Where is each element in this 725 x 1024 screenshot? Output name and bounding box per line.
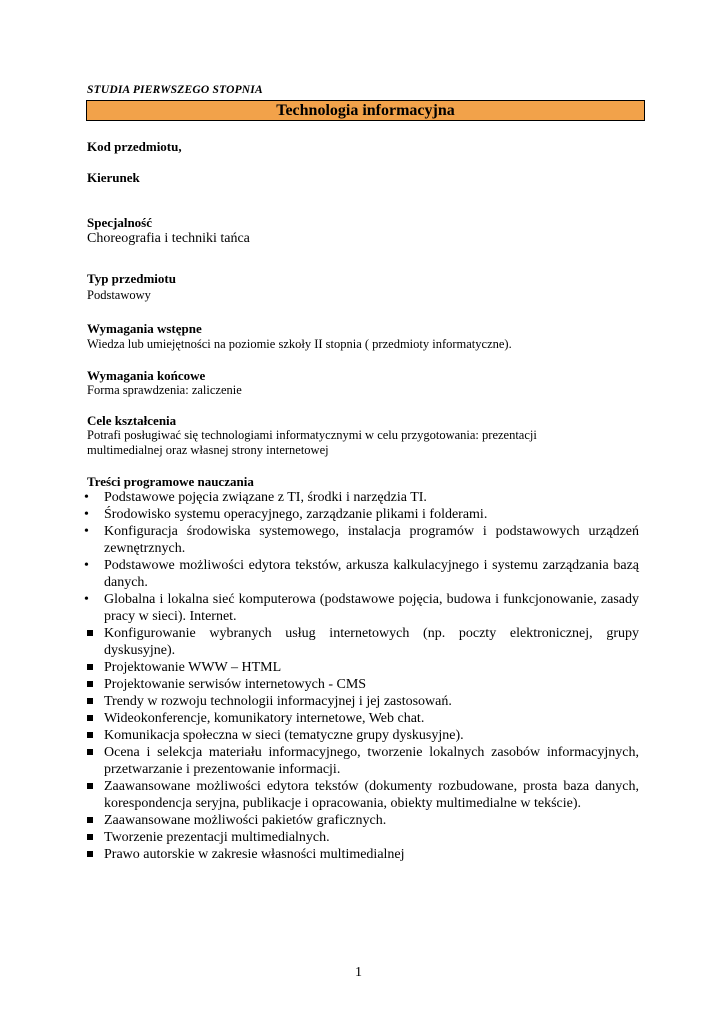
kod-label: Kod przedmiotu, [87, 139, 182, 154]
list-item [80, 676, 639, 693]
list-item-text: Konfiguracja środowiska systemowego, instalacja programów i podstawowych urządzeń zewnętrznych. [104, 524, 639, 556]
list-item-text: Podstawowe możliwości edytora tekstów, arkusza kalkulacyjnego i systemu zarządzania bazą danych. [104, 558, 639, 590]
typ-value: Podstawowy [87, 288, 151, 302]
wymagania-wstepne-label: Wymagania wstępne [87, 321, 202, 336]
dot-bullet-icon: • [84, 592, 89, 607]
list-item [80, 846, 639, 863]
list-item-text: Trendy w rozwoju technologii informacyjnej i jej zastosowań. [104, 694, 452, 709]
list-item [80, 693, 639, 710]
list-item-text: Zaawansowane możliwości pakietów graficznych. [104, 813, 387, 828]
list-item-text: Konfigurowanie wybranych usług internetowych (np. poczty elektronicznej, grupy dyskusyjne). [104, 626, 639, 658]
dot-bullet-icon: • [84, 507, 89, 522]
wymagania-koncowe-label: Wymagania końcowe [87, 368, 206, 383]
page-number: 1 [355, 965, 362, 980]
kierunek-label: Kierunek [87, 170, 140, 185]
course-title: Technologia informacyjna [86, 100, 645, 121]
list-item [80, 812, 639, 829]
list-item [80, 506, 639, 523]
list-item-text: Projektowanie WWW – HTML [104, 660, 282, 675]
list-item [80, 557, 639, 591]
specjalnosc-value: Choreografia i techniki tańca [87, 231, 250, 246]
wymagania-koncowe-value: Forma sprawdzenia: zaliczenie [87, 383, 242, 397]
list-item-text: Prawo autorskie w zakresie własności multimedialnej [104, 847, 405, 862]
list-item [80, 744, 639, 778]
study-level: STUDIA PIERWSZEGO STOPNIA [87, 84, 263, 96]
list-item-text: Ocena i selekcja materiału informacyjnego, tworzenie lokalnych zasobów informacyjnych, przetwarzanie i prezentowanie informacji. [104, 745, 639, 777]
cele-label: Cele kształcenia [87, 413, 177, 428]
typ-label: Typ przedmiotu [87, 271, 176, 286]
list-item-text: Komunikacja społeczna w sieci (tematyczne grupy dyskusyjne). [104, 728, 464, 743]
list-item-text: Środowisko systemu operacyjnego, zarządzanie plikami i folderami. [104, 507, 488, 522]
list-item [80, 625, 639, 659]
list-item [80, 591, 639, 625]
dot-bullet-icon: • [84, 558, 89, 573]
list-item [80, 523, 639, 557]
list-item [80, 710, 639, 727]
list-item-text: Projektowanie serwisów internetowych - CMS [104, 677, 367, 692]
list-item [80, 829, 639, 846]
list-item-text: Zaawansowane możliwości edytora tekstów (dokumenty rozbudowane, prosta baza danych, korespondencja seryjna, publikacje i opracowania, obiekty multimedialne w tekście). [104, 779, 639, 811]
contents-list [80, 489, 639, 863]
dot-bullet-icon: • [84, 490, 89, 505]
dot-bullet-icon: • [84, 524, 89, 539]
list-item-text: Globalna i lokalna sieć komputerowa (podstawowe pojęcia, budowa i funkcjonowanie, zasady pracy w sieci). Internet. [104, 592, 639, 624]
list-item [80, 778, 639, 812]
specjalnosc-label: Specjalność [87, 215, 152, 230]
tresci-label: Treści programowe nauczania [87, 474, 254, 489]
list-item [80, 727, 639, 744]
list-item-text: Wideokonferencje, komunikatory internetowe, Web chat. [104, 711, 425, 726]
list-item [80, 659, 639, 676]
list-item-text: Podstawowe pojęcia związane z TI, środki i narzędzia TI. [104, 490, 427, 505]
list-item [80, 489, 639, 506]
wymagania-wstepne-value: Wiedza lub umiejętności na poziomie szkoły II stopnia ( przedmioty informatyczne). [87, 337, 512, 351]
list-item-text: Tworzenie prezentacji multimedialnych. [104, 830, 330, 845]
cele-value: Potrafi posługiwać się technologiami informatycznymi w celu przygotowania: prezentacji multimedialnej oraz własnej strony internetowej [87, 428, 537, 457]
